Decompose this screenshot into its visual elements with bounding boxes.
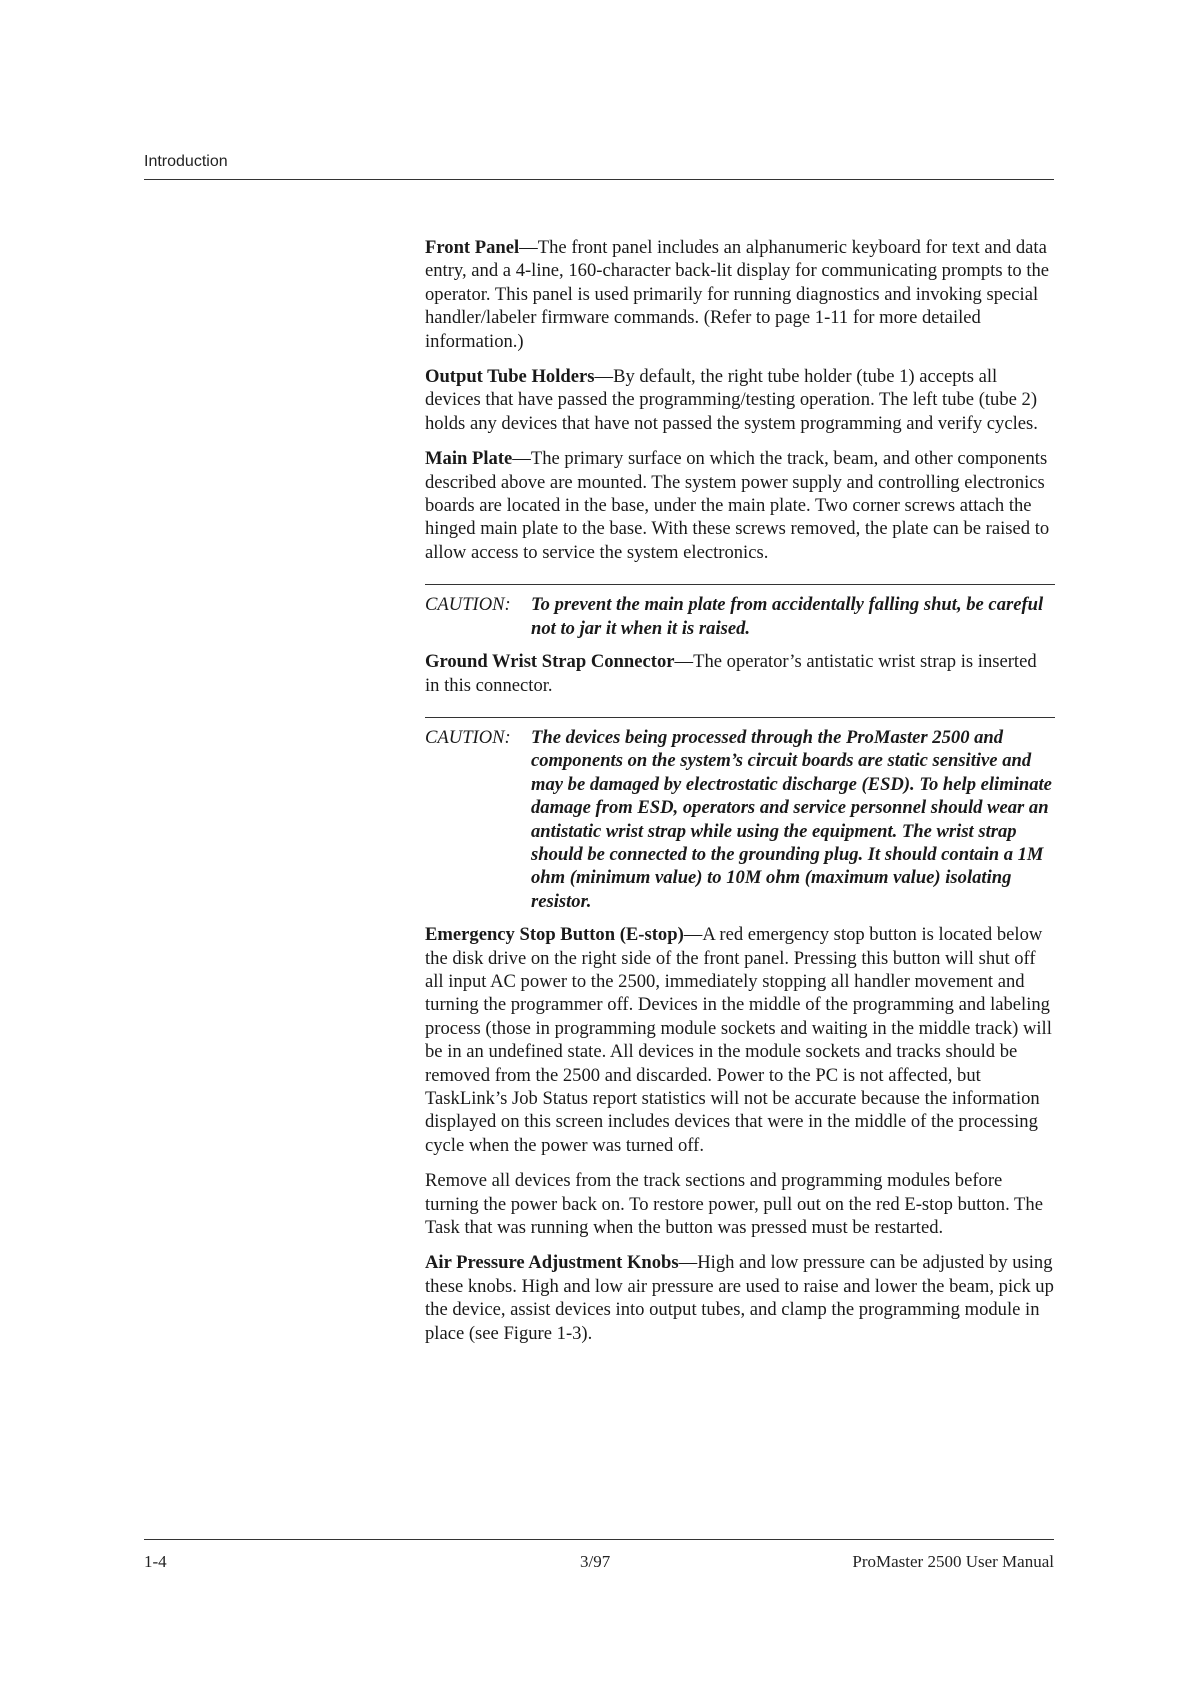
caution-text: To prevent the main plate from accidentally falling shut, be careful not to jar it when it is raised.	[531, 594, 1044, 639]
body-column	[425, 236, 1055, 1357]
paragraph-air-pressure	[425, 1251, 1055, 1345]
caution-esd	[425, 717, 1055, 913]
header-rule	[144, 179, 1054, 180]
footer-date: 3/97	[580, 1552, 611, 1571]
paragraph-emergency-stop	[425, 923, 1055, 1157]
term-emergency-stop: Emergency Stop Button (E-stop)	[425, 924, 684, 946]
caution-label: CAUTION:	[425, 726, 511, 748]
text-front-panel: —The front panel includes an alphanumeric keyboard for text and data entry, and a 4-line, 160-character back-lit display for communicating prompts to the operator. This panel is used primarily for running diagnostics and invoking special handler/labeler firmware commands. (Refer to page 1-11 for more detailed information.)	[425, 237, 1050, 352]
text-remove-devices: Remove all devices from the track sections and programming modules before turning the power back on. To restore power, pull out on the red E-stop button. The Task that was running when the button was pressed must be restarted.	[425, 1170, 1043, 1239]
caution-label: CAUTION:	[425, 594, 511, 616]
running-header: Introduction	[144, 153, 228, 170]
text-emergency-stop: —A red emergency stop button is located below the disk drive on the right side of the front panel. Pressing this button will shut off all input AC power to the 2500, immediately stopping all handler movement and turning the programmer off. Devices in the middle of the programming and labeling process (those in programming module sockets and waiting in the middle track) will be in an undefined state. All devices in the module sockets and tracks should be removed from the 2500 and discarded. Power to the PC is not affected, but TaskLink’s Job Status report statistics will not be accurate because the information displayed on this screen includes devices that were in the middle of the processing cycle when the power was turned off.	[425, 924, 1052, 1156]
text-main-plate: —The primary surface on which the track, beam, and other components described above are mounted. The system power supply and controlling electronics boards are located in the base, under the main plate. Two corner screws attach the hinged main plate to the base. With these screws removed, the plate can be raised to allow access to service the system electronics.	[425, 448, 1050, 563]
term-output-tube-holders: Output Tube Holders	[425, 366, 595, 388]
paragraph-main-plate	[425, 447, 1055, 564]
page-number: 1-4	[144, 1552, 167, 1571]
paragraph-output-tube-holders	[425, 365, 1055, 435]
paragraph-front-panel	[425, 236, 1055, 353]
text-ground-wrist-strap: —The operator’s antistatic wrist strap is inserted in this connector.	[425, 651, 1037, 696]
manual-title: ProMaster 2500 User Manual	[852, 1552, 1054, 1571]
term-air-pressure: Air Pressure Adjustment Knobs	[425, 1252, 679, 1274]
caution-main-plate	[425, 584, 1055, 640]
text-air-pressure: —High and low pressure can be adjusted by using these knobs. High and low air pressure are used to raise and lower the beam, pick up the device, assist devices into output tubes, and clamp the programming module in place (see Figure 1-3).	[425, 1252, 1054, 1344]
term-ground-wrist-strap: Ground Wrist Strap Connector	[425, 651, 675, 673]
footer-rule	[144, 1539, 1054, 1540]
term-main-plate: Main Plate	[425, 448, 513, 470]
term-front-panel: Front Panel	[425, 237, 520, 258]
caution-text: The devices being processed through the ProMaster 2500 and components on the system’s circuit boards are static sensitive and may be damaged by electrostatic discharge (ESD). To help eliminate damage from ESD, operators and service personnel should wear an antistatic wrist strap while using the equipment. The wrist strap should be connected to the grounding plug. It should contain a 1M ohm (minimum value) to 10M ohm (maximum value) isolating resistor.	[531, 726, 1052, 912]
paragraph-ground-wrist-strap	[425, 650, 1055, 697]
paragraph-remove-devices	[425, 1169, 1055, 1239]
text-output-tube-holders: —By default, the right tube holder (tube 1) accepts all devices that have passed the programming/testing operation. The left tube (tube 2) holds any devices that have not passed the system programming and verify cycles.	[425, 366, 1038, 434]
